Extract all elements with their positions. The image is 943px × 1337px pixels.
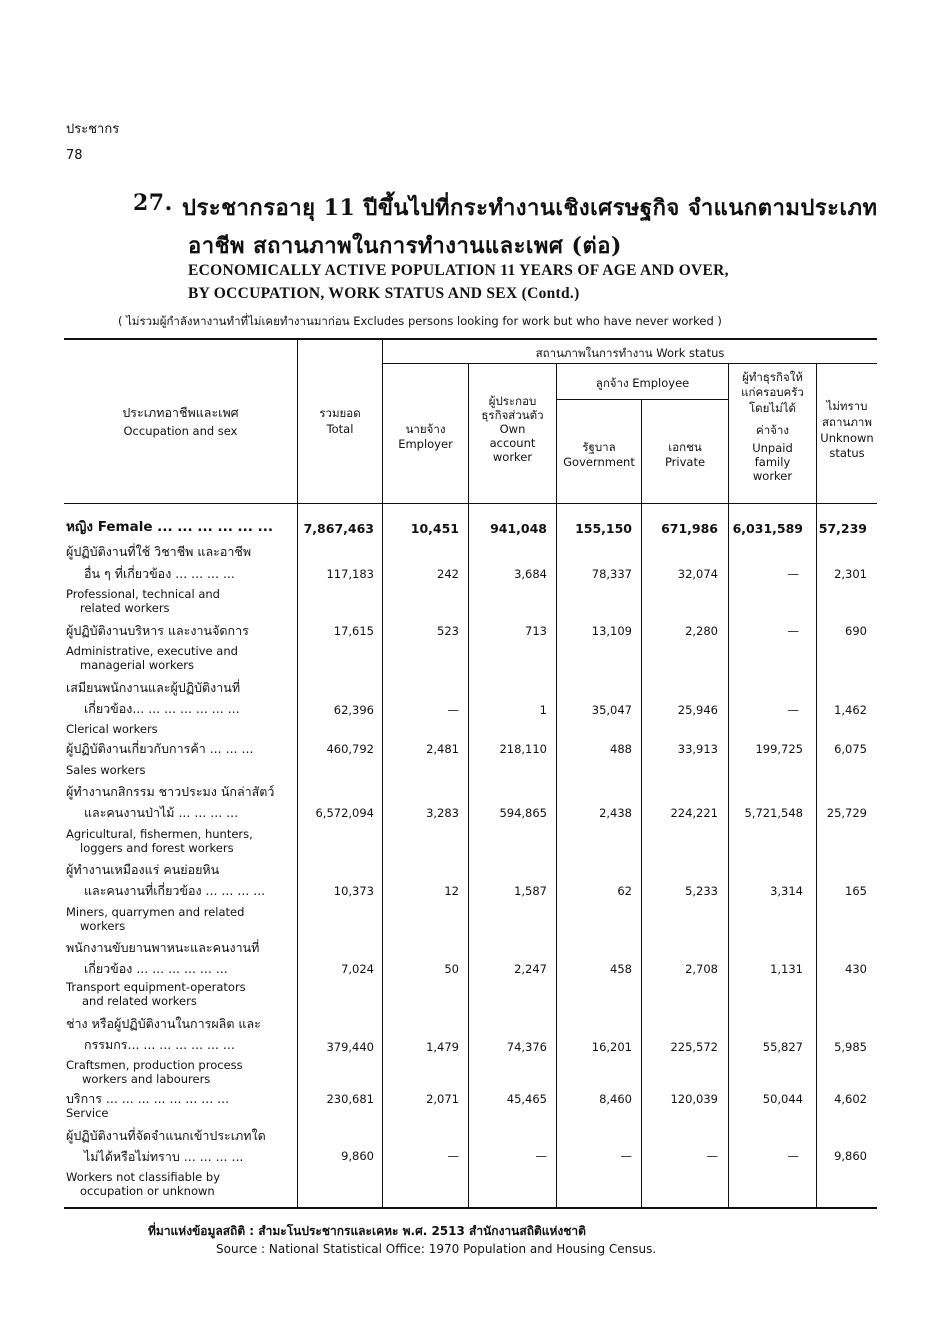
table-cell: 1,479	[426, 1040, 459, 1054]
table-cell: —	[447, 1149, 459, 1163]
table-cell: —	[535, 1149, 547, 1163]
title-note: ( ไม่รวมผู้กำลังหางานทำที่ไม่เคยทำงานมาก่อน Excludes persons looking for work but who have never worked )	[118, 314, 722, 328]
row-label-en2: workers	[80, 919, 126, 933]
row-label-en2: managerial workers	[80, 658, 194, 672]
source-english: Source : National Statistical Office: 1970 Population and Housing Census.	[216, 1242, 657, 1256]
header-total-en: Total	[326, 422, 354, 436]
table-cell: 594,865	[499, 806, 547, 820]
header-bottom-rule	[64, 503, 877, 504]
table-cell: 1,462	[834, 703, 867, 717]
row-female-unknown: 57,239	[818, 521, 867, 536]
row-label-en: Craftsmen, production process	[66, 1058, 243, 1072]
header-priv-en: Private	[664, 455, 706, 469]
table-cell: 2,438	[599, 806, 632, 820]
header-unpaid-th3: โดยไม่ได้	[749, 401, 796, 415]
table-cell: 35,047	[591, 703, 632, 717]
table-cell: 430	[845, 962, 867, 976]
header-unpaid-th1: ผู้ทำธุรกิจให้	[742, 370, 803, 384]
col-divider-4	[556, 364, 557, 1207]
row-label-en2: loggers and forest workers	[80, 841, 234, 855]
row-label-th: ผู้ปฏิบัติงานที่ใช้ วิชาชีพ และอาชีพ	[66, 544, 252, 559]
table-cell: 9,860	[341, 1149, 374, 1163]
table-cell: 25,946	[677, 703, 718, 717]
header-total-th: รวมยอด	[319, 406, 361, 420]
header-priv-th: เอกชน	[668, 440, 702, 454]
row-label-th: ช่าง หรือผู้ปฏิบัติงานในการผลิต และ	[66, 1016, 261, 1031]
table-cell: 33,913	[677, 742, 718, 756]
table-cell: 3,684	[514, 567, 547, 581]
table-cell: 5,985	[834, 1040, 867, 1054]
table-cell: 16,201	[591, 1040, 632, 1054]
table-cell: 78,337	[591, 567, 632, 581]
header-own-th1: ผู้ประกอบ	[488, 394, 537, 408]
row-label-th2: และคนงานที่เกี่ยวข้อง ... ... ... ...	[84, 883, 266, 898]
table-cell: 379,440	[326, 1040, 374, 1054]
table-cell: 12	[444, 884, 459, 898]
table-cell: 224,221	[670, 806, 718, 820]
table-cell: 1	[539, 703, 547, 717]
header-unknown-th1: ไม่ทราบ	[826, 399, 868, 413]
table-cell: 55,827	[762, 1040, 803, 1054]
source-thai: ที่มาแห่งข้อมูลสถิติ : สำมะโนประชากรและเคหะ พ.ศ. 2513 สำนักงานสถิติแห่งชาติ	[148, 1224, 586, 1238]
row-label-en: Workers not classifiable by	[66, 1170, 221, 1184]
header-unpaid-en2: family	[754, 455, 791, 469]
header-own-en3: worker	[492, 450, 533, 464]
table-cell: 74,376	[506, 1040, 547, 1054]
row-label-th: ผู้ปฏิบัติงานที่จัดจำแนกเข้าประเภทใด	[66, 1128, 266, 1143]
table-cell: 713	[525, 624, 547, 638]
row-label-th: เสมียนพนักงานและผู้ปฏิบัติงานที่	[66, 680, 241, 695]
header-occupation-en: Occupation and sex	[123, 424, 238, 438]
header-own-th2: ธุรกิจส่วนตัว	[481, 408, 544, 422]
table-cell: 6,075	[834, 742, 867, 756]
work-status-rule	[382, 363, 877, 364]
row-label-th: ผู้ปฏิบัติงานบริหาร และงานจัดการ	[66, 623, 249, 638]
col-divider-7	[816, 364, 817, 1207]
header-gov-en: Government	[563, 455, 635, 469]
row-female-private: 671,986	[661, 521, 718, 536]
col-divider-3	[468, 364, 469, 1207]
table-cell: 5,721,548	[744, 806, 803, 820]
page-number: 78	[66, 148, 83, 163]
row-label-th2: ไม่ได้หรือไม่ทราบ ... ... ... ...	[84, 1149, 244, 1164]
header-unpaid-en1: Unpaid	[752, 441, 793, 455]
table-cell: 460,792	[326, 742, 374, 756]
row-label-th: ผู้ทำงานกสิกรรม ชาวประมง นักล่าสัตว์	[66, 784, 275, 799]
row-label-en: Miners, quarrymen and related	[66, 905, 245, 919]
row-female-unpaid: 6,031,589	[732, 521, 803, 536]
table-cell: 1,131	[770, 962, 803, 976]
table-cell: 62	[617, 884, 632, 898]
table-cell: 2,301	[834, 567, 867, 581]
table-cell: 488	[610, 742, 632, 756]
table-cell: —	[787, 567, 799, 581]
row-label-en2: related workers	[80, 601, 170, 615]
table-cell: 1,587	[514, 884, 547, 898]
table-bottom-rule	[64, 1207, 877, 1209]
table-cell: 2,247	[514, 962, 547, 976]
table-cell: 3,314	[770, 884, 803, 898]
table-cell: 458	[610, 962, 632, 976]
table-cell: —	[706, 1149, 718, 1163]
employee-rule	[556, 399, 728, 400]
table-number: 27.	[133, 190, 173, 216]
table-cell: 32,074	[677, 567, 718, 581]
table-cell: 117,183	[326, 567, 374, 581]
header-employer-th: นายจ้าง	[405, 422, 446, 436]
table-cell: —	[787, 624, 799, 638]
header-employee: ลูกจ้าง Employee	[595, 376, 690, 390]
row-label-th2: กรรมกร... ... ... ... ... ... ...	[84, 1037, 235, 1052]
table-cell: 225,572	[670, 1040, 718, 1054]
row-label-th2: เกี่ยวข้อง ... ... ... ... ... ...	[84, 961, 228, 976]
row-label-en2: and related workers	[82, 994, 197, 1008]
header-employer-en: Employer	[398, 437, 453, 451]
table-top-rule	[64, 338, 877, 340]
row-female-employer: 10,451	[410, 521, 459, 536]
row-label-th: บริการ ... ... ... ... ... ... ... ...	[66, 1091, 230, 1106]
header-unpaid-th4: ค่าจ้าง	[756, 423, 789, 437]
table-cell: 25,729	[826, 806, 867, 820]
row-label-th: ผู้ปฏิบัติงานเกี่ยวกับการค้า ... ... ...	[66, 741, 254, 756]
table-cell: 690	[845, 624, 867, 638]
header-work-status: สถานภาพในการทำงาน Work status	[535, 346, 725, 360]
header-unpaid-en3: worker	[752, 469, 793, 483]
title-thai-line1: ประชากรอายุ 11 ปีขึ้นไปที่กระทำงานเชิงเศรษฐกิจ จำแนกตามประเภท	[182, 195, 878, 221]
row-female-gov: 155,150	[575, 521, 632, 536]
table-cell: 50	[444, 962, 459, 976]
table-cell: 10,373	[333, 884, 374, 898]
header-unknown-en1: Unknown	[820, 431, 874, 445]
header-occupation-th: ประเภทอาชีพและเพศ	[122, 405, 239, 420]
header-own-en2: account	[489, 436, 536, 450]
table-cell: 199,725	[755, 742, 803, 756]
col-divider-6	[728, 364, 729, 1207]
table-cell: 2,071	[426, 1092, 459, 1106]
table-cell: 218,110	[499, 742, 547, 756]
table-cell: 62,396	[333, 703, 374, 717]
row-female-own: 941,048	[490, 521, 547, 536]
table-cell: 9,860	[834, 1149, 867, 1163]
table-cell: 3,283	[426, 806, 459, 820]
table-cell: 13,109	[591, 624, 632, 638]
table-cell: 6,572,094	[315, 806, 374, 820]
row-label-female: หญิง Female ... ... ... ... ... ...	[66, 519, 273, 535]
table-cell: 2,481	[426, 742, 459, 756]
row-label-th2: อื่น ๆ ที่เกี่ยวข้อง ... ... ... ...	[84, 566, 235, 581]
col-divider-2	[382, 340, 383, 1207]
table-cell: 242	[437, 567, 459, 581]
header-unpaid-th2: แก่ครอบครัว	[741, 385, 804, 399]
section-name: ประชากร	[66, 122, 120, 137]
row-label-en: Agricultural, fishermen, hunters,	[66, 827, 253, 841]
table-cell: 2,708	[685, 962, 718, 976]
row-label-en: Administrative, executive and	[66, 644, 238, 658]
table-cell: 230,681	[326, 1092, 374, 1106]
row-label-th2: เกี่ยวข้อง... ... ... ... ... ... ...	[84, 701, 240, 716]
table-cell: —	[620, 1149, 632, 1163]
header-gov-th: รัฐบาล	[582, 440, 616, 454]
row-label-th: พนักงานขับยานพาหนะและคนงานที่	[66, 940, 260, 955]
table-cell: 5,233	[685, 884, 718, 898]
row-label-en: Service	[66, 1106, 109, 1120]
header-unknown-th2: สถานภาพ	[822, 415, 872, 429]
row-label-th2: และคนงานป่าไม้ ... ... ... ...	[84, 805, 239, 820]
header-unknown-en2: status	[829, 446, 865, 460]
table-cell: 523	[437, 624, 459, 638]
row-label-en: Transport equipment-operators	[66, 980, 246, 994]
row-label-en2: workers and labourers	[82, 1072, 211, 1086]
row-label-th: ผู้ทำงานเหมืองแร่ คนย่อยหิน	[66, 862, 220, 877]
table-cell: 45,465	[506, 1092, 547, 1106]
title-english-line1: ECONOMICALLY ACTIVE POPULATION 11 YEARS OF AGE AND OVER,	[188, 262, 729, 279]
table-cell: 120,039	[670, 1092, 718, 1106]
row-label-en2: occupation or unknown	[80, 1184, 215, 1198]
table-cell: 2,280	[685, 624, 718, 638]
title-english-line2: BY OCCUPATION, WORK STATUS AND SEX (Contd.)	[188, 285, 580, 302]
table-cell: 4,602	[834, 1092, 867, 1106]
table-cell: —	[787, 1149, 799, 1163]
table-cell: 50,044	[762, 1092, 803, 1106]
table-cell: —	[787, 703, 799, 717]
row-female-total: 7,867,463	[303, 521, 374, 536]
table-cell: 17,615	[333, 624, 374, 638]
table-cell: —	[447, 703, 459, 717]
table-cell: 165	[845, 884, 867, 898]
table-cell: 7,024	[341, 962, 374, 976]
row-label-en: Professional, technical and	[66, 587, 220, 601]
header-own-en1: Own	[499, 422, 526, 436]
row-label-en: Sales workers	[66, 763, 146, 777]
title-thai-line2: อาชีพ สถานภาพในการทำงานและเพศ (ต่อ)	[188, 233, 622, 259]
col-divider-1	[297, 340, 298, 1207]
table-cell: 8,460	[599, 1092, 632, 1106]
row-label-en: Clerical workers	[66, 722, 158, 736]
